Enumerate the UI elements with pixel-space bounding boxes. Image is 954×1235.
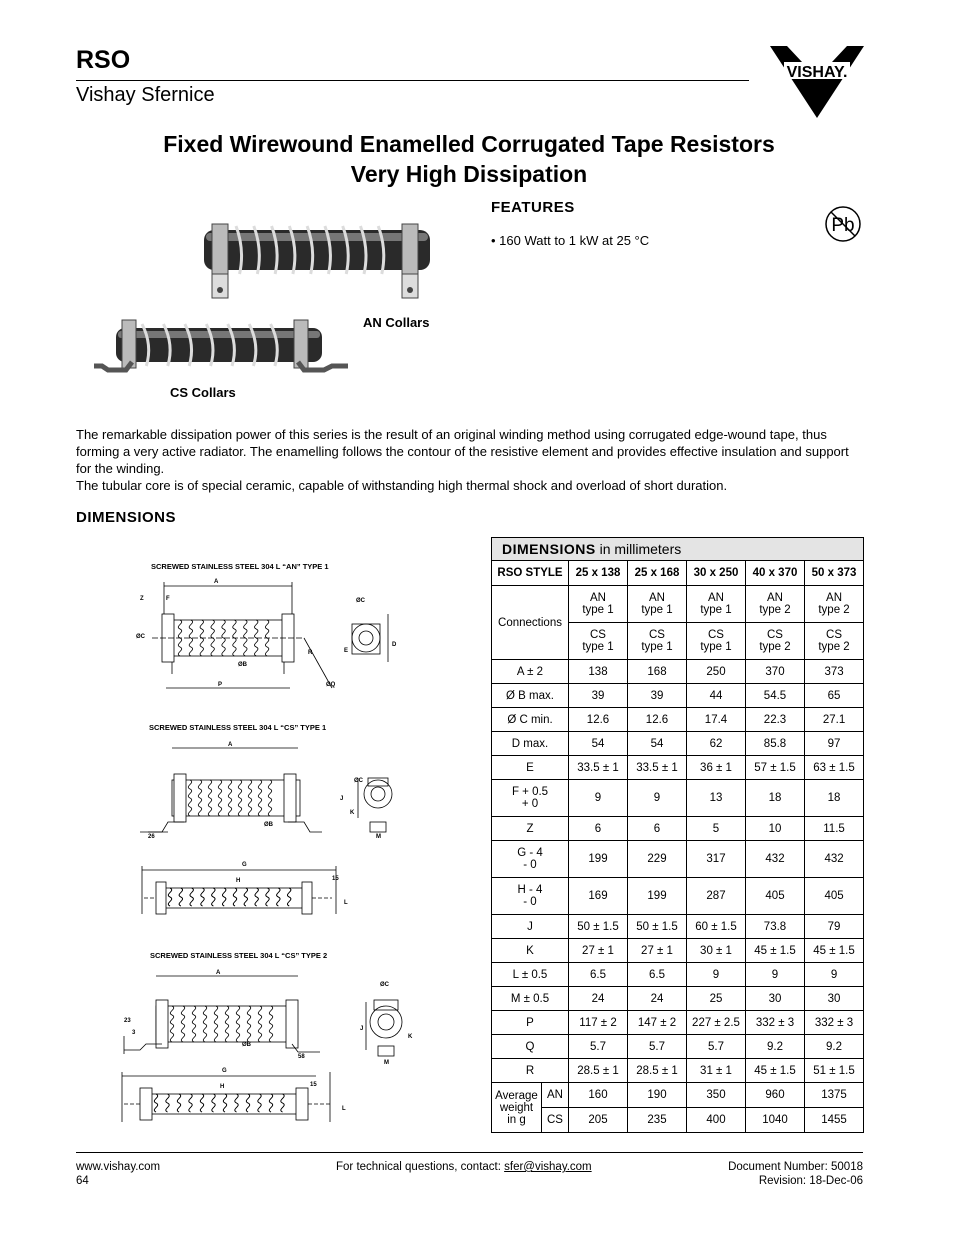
- table-cell: 54.5: [746, 684, 805, 708]
- table-cell: 432: [746, 841, 805, 878]
- table-cell: 18: [805, 780, 864, 817]
- table-cell: 36 ± 1: [687, 756, 746, 780]
- table-row: [492, 817, 864, 841]
- column-header: 25 x 168: [628, 561, 687, 586]
- table-cell: 12.6: [569, 708, 628, 732]
- table-row: [492, 708, 864, 732]
- svg-text:ØC: ØC: [136, 634, 145, 640]
- table-cell: 5.7: [569, 1035, 628, 1059]
- table-row: [492, 1011, 864, 1035]
- table-cell: 168: [628, 660, 687, 684]
- drawing-cs-type1: [132, 738, 412, 918]
- table-cell: 332 ± 3: [746, 1011, 805, 1035]
- table-cell: 30 ± 1: [687, 939, 746, 963]
- footer-right: [728, 1160, 863, 1188]
- table-cell: CS type 1: [569, 623, 628, 660]
- table-cell: 169: [569, 878, 628, 915]
- table-cell: 44: [687, 684, 746, 708]
- table-cell: 24: [569, 987, 628, 1011]
- brand-name: Vishay Sfernice: [76, 84, 215, 106]
- table-cell: 50 ± 1.5: [569, 915, 628, 939]
- svg-text:H: H: [220, 1084, 225, 1090]
- svg-text:D: D: [392, 642, 397, 648]
- description-paragraph-2: The tubular core is of special ceramic, capable of withstanding high thermal shock and overload of short duration.: [76, 478, 728, 493]
- series-name: RSO: [76, 46, 131, 74]
- svg-text:ØB: ØB: [238, 662, 247, 668]
- table-cell: 6: [569, 817, 628, 841]
- row-label: A ± 2: [492, 660, 569, 684]
- cs-collars-caption: CS Collars: [170, 385, 236, 400]
- table-cell: 373: [805, 660, 864, 684]
- table-cell: 22.3: [746, 708, 805, 732]
- column-header: 40 x 370: [746, 561, 805, 586]
- svg-text:G: G: [222, 1068, 227, 1074]
- table-cell: 31 ± 1: [687, 1059, 746, 1083]
- page-title-line1: Fixed Wirewound Enamelled Corrugated Tape Resistors: [163, 131, 775, 157]
- row-label: E: [492, 756, 569, 780]
- svg-text:A: A: [216, 970, 221, 976]
- description-paragraph-1: The remarkable dissipation power of this series is the result of an original winding method using corrugated edge-wound tape, thus forming a very active radiator. The enamelling follows the contour of the resistive element and provides effective insulation and support for the winding.: [76, 427, 849, 476]
- svg-text:15: 15: [310, 1082, 317, 1088]
- table-cell: AN type 1: [687, 586, 746, 623]
- row-sublabel-an: AN: [542, 1083, 569, 1108]
- table-title: DIMENSIONS in millimeters: [492, 538, 864, 561]
- table-cell: 6.5: [628, 963, 687, 987]
- svg-text:23: 23: [124, 1018, 131, 1024]
- table-cell: 9: [628, 780, 687, 817]
- table-cell: 117 ± 2: [569, 1011, 628, 1035]
- table-cell: 370: [746, 660, 805, 684]
- table-row-connections-an: [492, 586, 864, 623]
- row-label: G - 4 - 0: [492, 841, 569, 878]
- row-label: Ø C min.: [492, 708, 569, 732]
- table-cell: 33.5 ± 1: [628, 756, 687, 780]
- table-cell: 205: [569, 1108, 628, 1133]
- svg-text:E: E: [344, 648, 349, 654]
- table-cell: 45 ± 1.5: [746, 1059, 805, 1083]
- table-cell: 54: [628, 732, 687, 756]
- table-row: [492, 780, 864, 817]
- table-cell: 6.5: [569, 963, 628, 987]
- table-cell: 30: [805, 987, 864, 1011]
- svg-text:L: L: [342, 1106, 346, 1112]
- table-cell: 13: [687, 780, 746, 817]
- table-cell: 45 ± 1.5: [805, 939, 864, 963]
- footer-contact: [336, 1160, 592, 1174]
- row-label: F + 0.5 + 0: [492, 780, 569, 817]
- vishay-logo: [768, 44, 866, 120]
- row-label: Q: [492, 1035, 569, 1059]
- lead-free-icon: [821, 204, 865, 244]
- table-cell: 432: [805, 841, 864, 878]
- svg-text:K: K: [350, 810, 355, 816]
- table-cell: AN type 1: [628, 586, 687, 623]
- table-cell: 9.2: [805, 1035, 864, 1059]
- svg-text:ØC: ØC: [356, 598, 365, 604]
- svg-text:ØB: ØB: [264, 822, 273, 828]
- table-header-row: [492, 561, 864, 586]
- table-cell: 73.8: [746, 915, 805, 939]
- table-cell: 138: [569, 660, 628, 684]
- table-cell: 10: [746, 817, 805, 841]
- table-cell: 9.2: [746, 1035, 805, 1059]
- table-cell: 229: [628, 841, 687, 878]
- page-title-line2: Very High Dissipation: [350, 161, 588, 187]
- table-cell: 17.4: [687, 708, 746, 732]
- svg-text:ØC: ØC: [354, 778, 363, 784]
- table-cell: 9: [569, 780, 628, 817]
- table-row: [492, 756, 864, 780]
- svg-text:M: M: [384, 1060, 389, 1066]
- svg-text:K: K: [408, 1034, 413, 1040]
- table-row: [492, 1035, 864, 1059]
- table-cell: 1455: [805, 1108, 864, 1133]
- table-cell: 1040: [746, 1108, 805, 1133]
- table-cell: 27 ± 1: [569, 939, 628, 963]
- footer-revision: Revision: 18-Dec-06: [758, 1175, 863, 1187]
- footer-page-number: 64: [76, 1175, 89, 1187]
- table-cell: 30: [746, 987, 805, 1011]
- dimensions-table: [491, 537, 864, 1133]
- table-cell: 27.1: [805, 708, 864, 732]
- row-label-connections: Connections: [492, 586, 569, 660]
- row-label: M ± 0.5: [492, 987, 569, 1011]
- table-row: [492, 915, 864, 939]
- table-cell: 9: [746, 963, 805, 987]
- table-row: [492, 878, 864, 915]
- features-heading: FEATURES: [491, 199, 575, 216]
- svg-text:ØC: ØC: [380, 982, 389, 988]
- table-cell: 33.5 ± 1: [569, 756, 628, 780]
- footer-website-link[interactable]: www.vishay.com: [76, 1161, 161, 1173]
- header-rso-style: RSO STYLE: [492, 561, 569, 586]
- table-row: [492, 963, 864, 987]
- drawing-cs-type2: [116, 966, 416, 1130]
- svg-text:J: J: [340, 796, 344, 802]
- table-cell: 9: [687, 963, 746, 987]
- svg-text:Z: Z: [140, 596, 144, 602]
- table-cell: 39: [628, 684, 687, 708]
- table-cell: AN type 2: [805, 586, 864, 623]
- description: [76, 426, 866, 494]
- drawing-cs-type2-title: SCREWED STAINLESS STEEL 304 L “CS” TYPE 2: [150, 951, 328, 960]
- column-header: 25 x 138: [569, 561, 628, 586]
- table-cell: 405: [805, 878, 864, 915]
- table-row-weight-cs: [492, 1108, 864, 1133]
- table-cell: 12.6: [628, 708, 687, 732]
- column-header: 50 x 373: [805, 561, 864, 586]
- svg-text:A: A: [228, 742, 233, 748]
- table-cell: 39: [569, 684, 628, 708]
- svg-text:26: 26: [148, 834, 155, 840]
- table-cell: 227 ± 2.5: [687, 1011, 746, 1035]
- table-cell: 79: [805, 915, 864, 939]
- table-cell: 11.5: [805, 817, 864, 841]
- footer-contact-prefix: For technical questions, contact:: [336, 1161, 505, 1173]
- row-label-weight: Average weight in g: [492, 1083, 542, 1133]
- table-cell: 287: [687, 878, 746, 915]
- table-cell: 199: [569, 841, 628, 878]
- row-label: P: [492, 1011, 569, 1035]
- table-cell: CS type 1: [687, 623, 746, 660]
- table-cell: 400: [687, 1108, 746, 1133]
- drawing-an-type1: [132, 574, 412, 694]
- svg-text:3: 3: [132, 1030, 136, 1036]
- logo-text: VISHAY.: [786, 64, 848, 81]
- table-cell: 332 ± 3: [805, 1011, 864, 1035]
- table-cell: CS type 1: [628, 623, 687, 660]
- table-cell: 5.7: [687, 1035, 746, 1059]
- footer-rule: [76, 1152, 863, 1153]
- table-row: [492, 660, 864, 684]
- table-cell: 28.5 ± 1: [569, 1059, 628, 1083]
- row-sublabel-cs: CS: [542, 1108, 569, 1133]
- table-cell: 62: [687, 732, 746, 756]
- row-label: K: [492, 939, 569, 963]
- table-cell: 1375: [805, 1083, 864, 1108]
- table-cell: 250: [687, 660, 746, 684]
- table-row-weight-an: [492, 1083, 864, 1108]
- table-cell: 24: [628, 987, 687, 1011]
- row-label: R: [492, 1059, 569, 1083]
- bullet: •: [491, 233, 500, 248]
- table-row: [492, 939, 864, 963]
- table-cell: 960: [746, 1083, 805, 1108]
- row-label: J: [492, 915, 569, 939]
- table-row: [492, 841, 864, 878]
- table-cell: 350: [687, 1083, 746, 1108]
- table-row: [492, 732, 864, 756]
- dimensions-heading: DIMENSIONS: [76, 509, 177, 526]
- table-cell: 147 ± 2: [628, 1011, 687, 1035]
- table-cell: 27 ± 1: [628, 939, 687, 963]
- table-cell: 60 ± 1.5: [687, 915, 746, 939]
- svg-text:58: 58: [298, 1054, 305, 1060]
- table-cell: 45 ± 1.5: [746, 939, 805, 963]
- table-cell: 28.5 ± 1: [628, 1059, 687, 1083]
- table-cell: 199: [628, 878, 687, 915]
- table-cell: 54: [569, 732, 628, 756]
- svg-text:H: H: [236, 878, 241, 884]
- table-cell: 50 ± 1.5: [628, 915, 687, 939]
- table-cell: 5.7: [628, 1035, 687, 1059]
- svg-text:F: F: [166, 596, 170, 602]
- table-cell: CS type 2: [805, 623, 864, 660]
- svg-text:A: A: [214, 579, 219, 585]
- svg-text:R: R: [308, 650, 313, 656]
- table-cell: 25: [687, 987, 746, 1011]
- drawing-cs-type1-title: SCREWED STAINLESS STEEL 304 L “CS” TYPE 1: [149, 723, 327, 732]
- table-row: [492, 684, 864, 708]
- table-cell: 235: [628, 1108, 687, 1133]
- table-cell: 5: [687, 817, 746, 841]
- table-cell: 97: [805, 732, 864, 756]
- table-cell: 63 ± 1.5: [805, 756, 864, 780]
- table-cell: AN type 2: [746, 586, 805, 623]
- row-label: D max.: [492, 732, 569, 756]
- an-collars-caption: AN Collars: [363, 315, 430, 330]
- svg-text:M: M: [376, 834, 381, 840]
- table-cell: 160: [569, 1083, 628, 1108]
- table-cell: AN type 1: [569, 586, 628, 623]
- table-cell: CS type 2: [746, 623, 805, 660]
- table-cell: 85.8: [746, 732, 805, 756]
- table-cell: 18: [746, 780, 805, 817]
- header-rule: [76, 80, 749, 81]
- table-cell: 57 ± 1.5: [746, 756, 805, 780]
- table-cell: 65: [805, 684, 864, 708]
- svg-text:ØQ: ØQ: [326, 682, 336, 688]
- column-header: 30 x 250: [687, 561, 746, 586]
- svg-text:15: 15: [332, 876, 339, 882]
- row-label: L ± 0.5: [492, 963, 569, 987]
- svg-text:J: J: [360, 1026, 364, 1032]
- table-cell: 6: [628, 817, 687, 841]
- table-cell: 190: [628, 1083, 687, 1108]
- row-label: Ø B max.: [492, 684, 569, 708]
- table-cell: 405: [746, 878, 805, 915]
- table-cell: 51 ± 1.5: [805, 1059, 864, 1083]
- table-row: [492, 1059, 864, 1083]
- footer-left: [76, 1160, 160, 1188]
- svg-text:G: G: [242, 862, 247, 868]
- svg-text:ØB: ØB: [242, 1042, 251, 1048]
- cs-collars-photo: [92, 312, 352, 382]
- row-label: Z: [492, 817, 569, 841]
- svg-text:P: P: [218, 682, 223, 688]
- feature-item-text: 160 Watt to 1 kW at 25 °C: [499, 233, 650, 248]
- table-row: [492, 987, 864, 1011]
- drawing-an-type1-title: SCREWED STAINLESS STEEL 304 L “AN” TYPE 1: [151, 562, 329, 571]
- feature-item: [491, 233, 649, 248]
- svg-text:Pb: Pb: [831, 215, 855, 236]
- table-cell: 317: [687, 841, 746, 878]
- svg-text:L: L: [344, 900, 348, 906]
- row-label: H - 4 - 0: [492, 878, 569, 915]
- table-cell: 9: [805, 963, 864, 987]
- an-collars-photo: [196, 210, 436, 302]
- footer-email-link[interactable]: sfer@vishay.com: [504, 1161, 592, 1173]
- footer-doc-number: Document Number: 50018: [728, 1161, 863, 1173]
